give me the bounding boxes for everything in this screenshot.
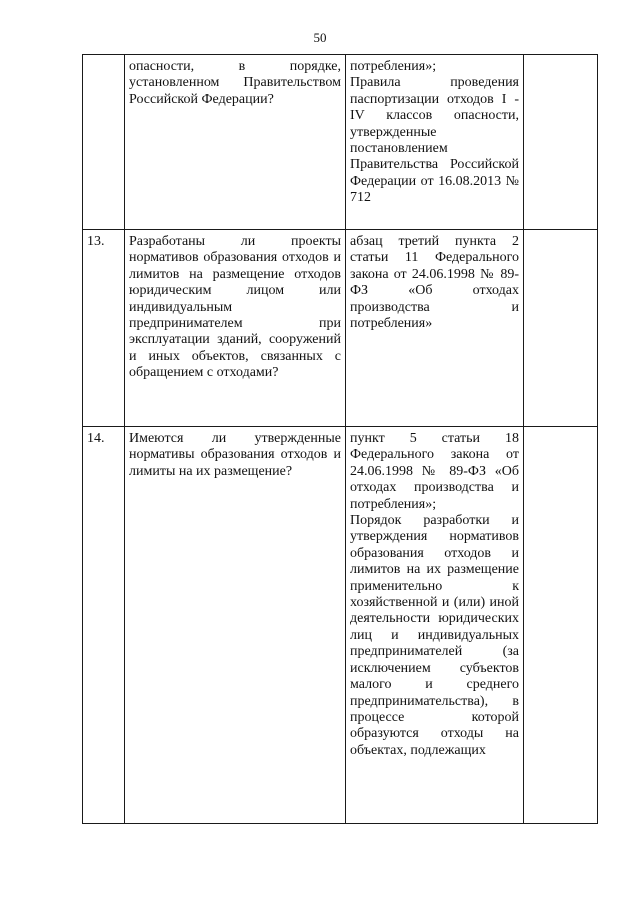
row-number-cell	[83, 427, 125, 824]
question-cell	[125, 427, 346, 824]
table-row-13	[83, 230, 598, 427]
table-row-continued	[83, 55, 598, 230]
legal-source-cell	[346, 55, 524, 230]
row-number: 13.	[87, 234, 105, 249]
row-number: 14.	[87, 431, 105, 446]
question-cell	[125, 55, 346, 230]
answer-cell	[524, 427, 598, 824]
answer-cell	[524, 230, 598, 427]
question-cell	[125, 230, 346, 427]
row-number-cell	[83, 230, 125, 427]
row-number-cell	[83, 55, 125, 230]
page-number: 50	[313, 30, 327, 45]
checklist-table	[82, 54, 598, 824]
legal-source-text: пункт 5 статьи 18 Федерального закона от 24.06.1998 № 89-ФЗ «Об отходах производства и потребления»; Порядок разработки и утверждения нормативов образования отходов и лимитов на их размещение применительно к хозяйственной и (или) иной деятельности юридических лиц и индивидуальных предпринимателей (за исключением субъектов малого и среднего предпринимательства), в процессе которой образуются отходы на объектах, подлежащих	[350, 431, 519, 758]
legal-source-cell	[346, 427, 524, 824]
question-text: Имеются ли утвержденные нормативы образования отходов и лимиты на их размещение?	[129, 431, 341, 479]
legal-source-text: потребления»; Правила проведения паспортизации отходов I - IV классов опасности, утвержденные постановлением Правительства Российской Федерации от 16.08.2013 № 712	[350, 59, 519, 206]
table-row-14	[83, 427, 598, 824]
legal-source-text: абзац третий пункта 2 статьи 11 Федерального закона от 24.06.1998 № 89-ФЗ «Об отходах производства и потребления»	[350, 234, 519, 332]
legal-source-cell	[346, 230, 524, 427]
answer-cell	[524, 55, 598, 230]
question-text: опасности, в порядке, установленном Правительством Российской Федерации?	[129, 59, 341, 107]
question-text: Разработаны ли проекты нормативов образования отходов и лимитов на размещение отходов юридическим лицом или индивидуальным предпринимателем при эксплуатации зданий, сооружений и иных объектов, связанных с обращением с отходами?	[129, 234, 341, 381]
